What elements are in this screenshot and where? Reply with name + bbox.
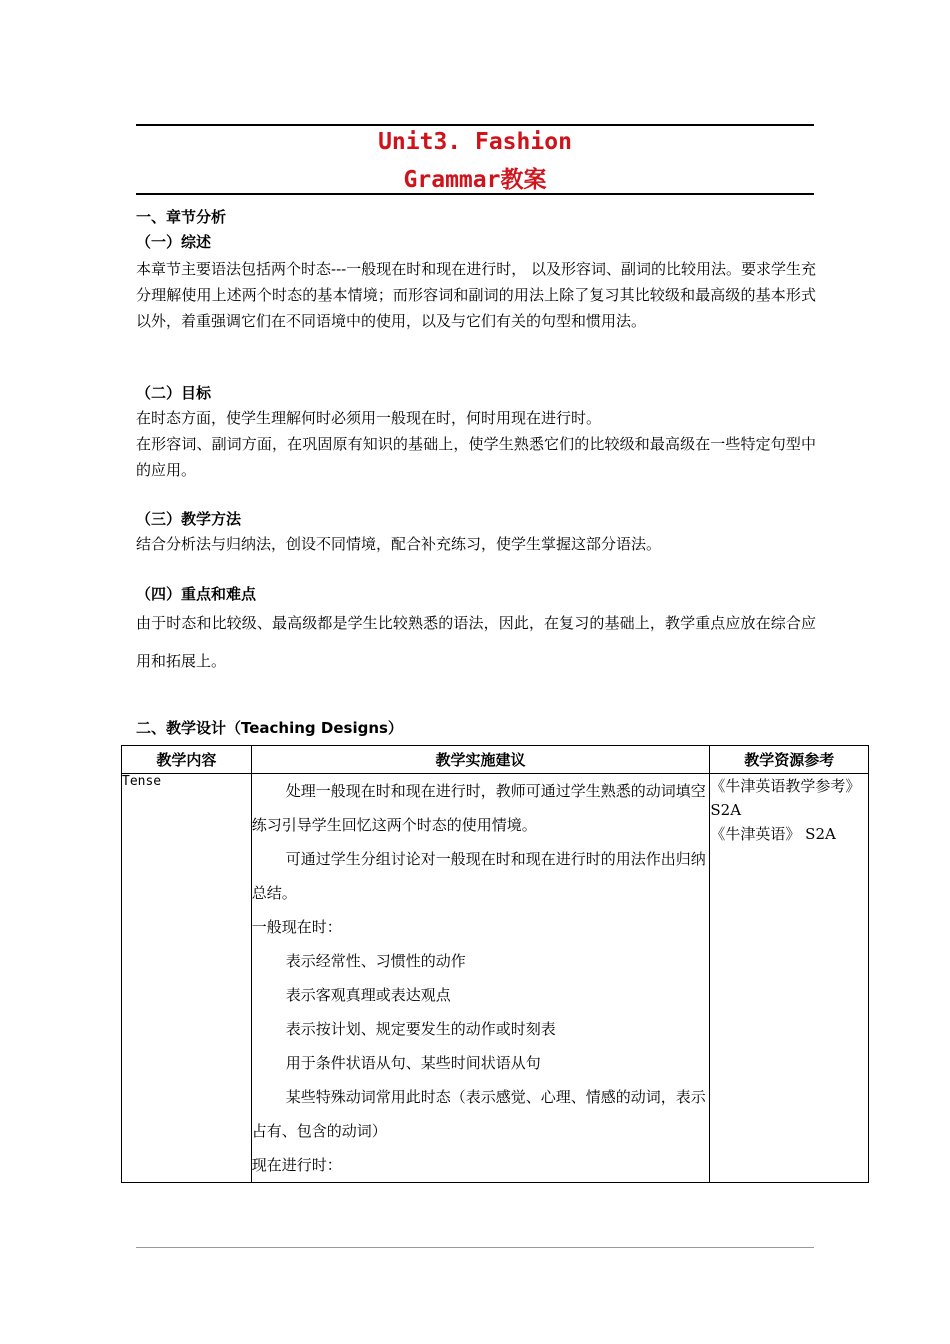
topic-cell: Tense — [122, 774, 252, 1183]
method-heading: （三）教学方法 — [136, 510, 242, 528]
teaching-design-table — [121, 745, 869, 1183]
resource-item: 《牛津英语教学参考》S2A — [710, 777, 861, 819]
key-points-heading: （四）重点和难点 — [136, 585, 257, 603]
list-item: 表示经常性、习惯性的动作 — [285, 952, 466, 970]
simple-present-label: 一般现在时： — [251, 918, 342, 936]
suggestion-paragraph-1: 处理一般现在时和现在进行时，教师可通过学生熟悉的动词填空练习引导学生回忆这两个时态的使用情境。 — [251, 782, 706, 834]
resources-cell — [710, 774, 869, 1183]
list-item: 表示按计划、规定要发生的动作或时刻表 — [285, 1020, 556, 1038]
present-continuous-label: 现在进行时： — [251, 1156, 342, 1174]
suggestions-cell — [251, 774, 710, 1183]
goals-text-1: 在时态方面，使学生理解何时必须用一般现在时，何时用现在进行时。 — [136, 409, 602, 427]
header-suggestions: 教学实施建议 — [251, 746, 710, 774]
resource-item: 《牛津英语》 S2A — [710, 825, 836, 843]
header-content: 教学内容 — [122, 746, 252, 774]
table-row — [122, 774, 869, 1183]
title-bottom-rule — [136, 193, 814, 195]
list-item: 表示客观真理或表达观点 — [285, 986, 451, 1004]
unit-title: Unit3. Fashion — [378, 129, 572, 155]
title-top-rule — [136, 124, 814, 126]
suggestion-paragraph-2: 可通过学生分组讨论对一般现在时和现在进行时的用法作出归纳总结。 — [251, 850, 706, 902]
lesson-title: Grammar教案 — [403, 167, 547, 193]
footer-rule — [136, 1247, 814, 1248]
overview-text: 本章节主要语法包括两个时态---一般现在时和现在进行时， 以及形容词、副词的比较用法。要求学生充分理解使用上述两个时态的基本情境；而形容词和副词的用法上除了复习其比较级和最高级的基本形式以外，着重强调它们在不同语境中的使用，以及与它们有关的句型和惯用法。 — [136, 260, 816, 330]
header-resources: 教学资源参考 — [710, 746, 869, 774]
method-text: 结合分析法与归纳法，创设不同情境，配合补充练习，使学生掌握这部分语法。 — [136, 535, 662, 553]
section1-heading: 一、章节分析 — [136, 208, 227, 226]
section2-heading: 二、教学设计（Teaching Designs） — [136, 719, 403, 737]
goals-heading: （二）目标 — [136, 384, 212, 402]
list-item: 用于条件状语从句、某些时间状语从句 — [285, 1054, 541, 1072]
goals-text-2: 在形容词、副词方面，在巩固原有知识的基础上，使学生熟悉它们的比较级和最高级在一些特定句型中的应用。 — [136, 435, 816, 479]
key-points-text: 由于时态和比较级、最高级都是学生比较熟悉的语法，因此，在复习的基础上，教学重点应放在综合应用和拓展上。 — [136, 614, 816, 670]
overview-heading: （一）综述 — [136, 233, 212, 251]
list-item: 某些特殊动词常用此时态（表示感觉、心理、情感的动词，表示占有、包含的动词） — [251, 1088, 706, 1140]
table-header-row — [122, 746, 869, 774]
